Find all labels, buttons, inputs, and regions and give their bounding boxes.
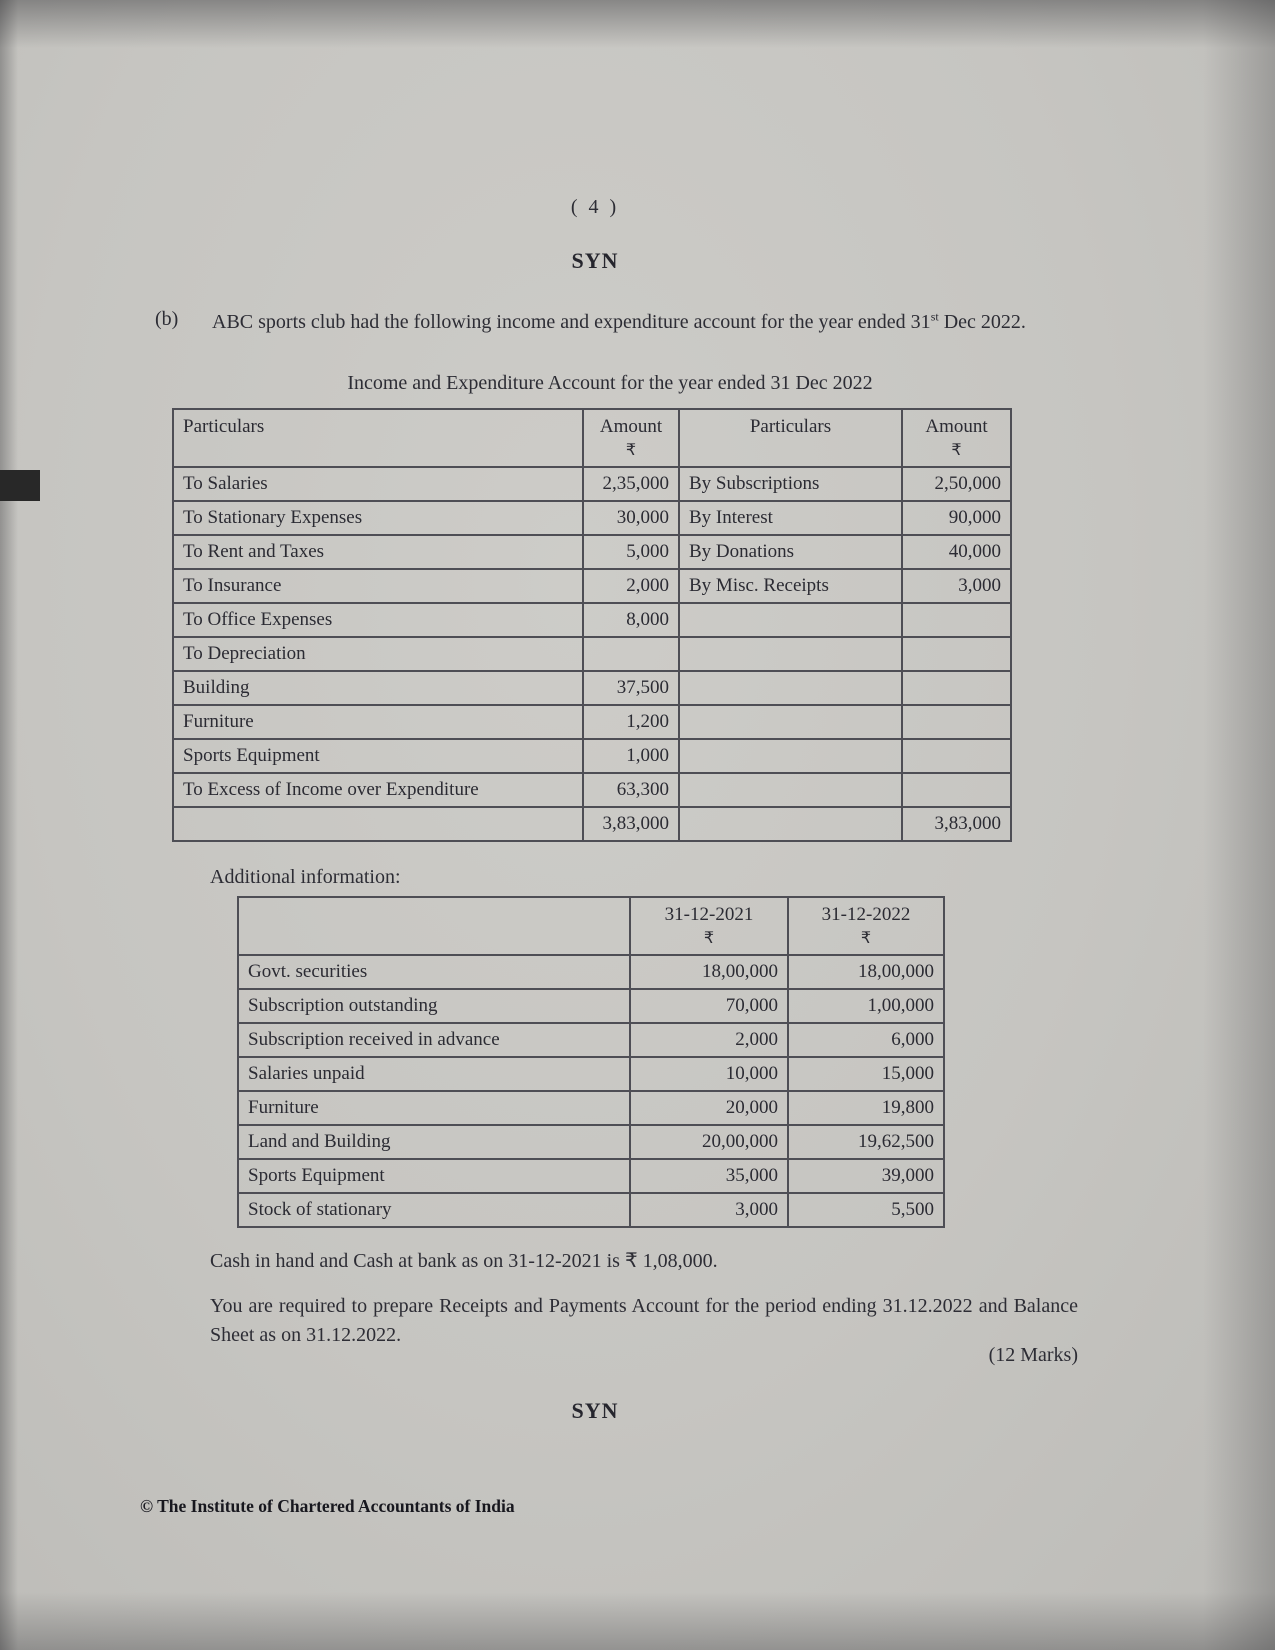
- date-label: 31-12-2022: [821, 904, 911, 925]
- additional-info-label: Additional information:: [210, 866, 401, 888]
- additional-info-table: [237, 896, 945, 1228]
- paper-code-top: SYN: [571, 248, 619, 273]
- table-cell: By Donations: [679, 535, 902, 569]
- table-cell: 2,000: [583, 569, 679, 603]
- table-cell: To Stationary Expenses: [173, 501, 583, 535]
- table-cell: 35,000: [630, 1159, 788, 1193]
- table-cell: To Salaries: [173, 467, 583, 501]
- table-cell: 20,00,000: [630, 1125, 788, 1159]
- table-cell: By Misc. Receipts: [679, 569, 902, 603]
- table-header-row: [238, 897, 944, 955]
- table-cell: [902, 671, 1011, 705]
- table-cell: 63,300: [583, 773, 679, 807]
- table-row: [173, 535, 1011, 569]
- table-cell: [679, 773, 902, 807]
- date-label: 31-12-2021: [664, 904, 754, 925]
- table-cell: 5,500: [788, 1193, 944, 1227]
- table-cell: [902, 603, 1011, 637]
- table-cell: Sports Equipment: [238, 1159, 630, 1193]
- table-cell: [902, 739, 1011, 773]
- question-text: [212, 308, 1026, 337]
- rupee-symbol: ₹: [625, 442, 637, 460]
- table-cell: 19,800: [788, 1091, 944, 1125]
- table-cell: [902, 705, 1011, 739]
- table-cell: To Rent and Taxes: [173, 535, 583, 569]
- copyright-notice: © The Institute of Chartered Accountants of India: [140, 1496, 515, 1516]
- table-cell: To Office Expenses: [173, 603, 583, 637]
- table-cell: [902, 773, 1011, 807]
- table-cell: 70,000: [630, 989, 788, 1023]
- header-debit-particulars: Particulars: [173, 409, 583, 467]
- table-cell: 5,000: [583, 535, 679, 569]
- table-row: [173, 467, 1011, 501]
- marks-allocation: (12 Marks): [988, 1344, 1078, 1366]
- scan-edge-bottom: [0, 1592, 1275, 1650]
- table-cell: 18,00,000: [630, 955, 788, 989]
- table-cell: Salaries unpaid: [238, 1057, 630, 1091]
- table-cell: [679, 739, 902, 773]
- rupee-symbol: ₹: [703, 930, 715, 948]
- question-b: [155, 308, 1083, 337]
- question-label: (b): [155, 308, 179, 330]
- table-row: [238, 955, 944, 989]
- table-row: [173, 637, 1011, 671]
- table-cell: Land and Building: [238, 1125, 630, 1159]
- table-cell: Subscription received in advance: [238, 1023, 630, 1057]
- table-cell: Sports Equipment: [173, 739, 583, 773]
- table-row: [238, 1023, 944, 1057]
- income-table-title: Income and Expenditure Account for the year ended 31 Dec 2022: [347, 372, 873, 394]
- table-row: [238, 1091, 944, 1125]
- table-cell: [679, 671, 902, 705]
- table-cell: To Depreciation: [173, 637, 583, 671]
- table-cell: Stock of stationary: [238, 1193, 630, 1227]
- table-cell: [679, 637, 902, 671]
- table-cell: By Interest: [679, 501, 902, 535]
- header-credit-amount: [902, 409, 1011, 467]
- header-empty: [238, 897, 630, 955]
- table-cell: [583, 637, 679, 671]
- table-cell: 39,000: [788, 1159, 944, 1193]
- table-cell: By Subscriptions: [679, 467, 902, 501]
- table-cell: Furniture: [173, 705, 583, 739]
- table-cell: 3,000: [902, 569, 1011, 603]
- question-text-part: ABC sports club had the following income and expenditure account for the year ended 31: [212, 311, 931, 333]
- table-row: [238, 989, 944, 1023]
- scan-artifact-mark: [0, 470, 40, 501]
- table-cell: To Excess of Income over Expenditure: [173, 773, 583, 807]
- table-cell: 1,000: [583, 739, 679, 773]
- header-credit-particulars: Particulars: [679, 409, 902, 467]
- table-row: [238, 1057, 944, 1091]
- table-cell: 10,000: [630, 1057, 788, 1091]
- table-cell: Govt. securities: [238, 955, 630, 989]
- table-cell: 20,000: [630, 1091, 788, 1125]
- table-row: [238, 1193, 944, 1227]
- table-cell: [679, 807, 902, 841]
- table-row: [173, 739, 1011, 773]
- table-row: [173, 603, 1011, 637]
- table-cell: 40,000: [902, 535, 1011, 569]
- amount-label: Amount: [925, 416, 988, 437]
- table-row: [173, 501, 1011, 535]
- table-cell: 2,50,000: [902, 467, 1011, 501]
- table-row: [173, 569, 1011, 603]
- header-date-2021: [630, 897, 788, 955]
- table-cell: 1,00,000: [788, 989, 944, 1023]
- table-cell: 90,000: [902, 501, 1011, 535]
- rupee-symbol: ₹: [860, 930, 872, 948]
- scan-edge-top: [0, 0, 1275, 48]
- table-cell: Furniture: [238, 1091, 630, 1125]
- table-row: [173, 705, 1011, 739]
- table-cell: [679, 705, 902, 739]
- table-cell: 37,500: [583, 671, 679, 705]
- scan-edge-right: [1203, 0, 1275, 1650]
- additional-table-body: [238, 955, 944, 1227]
- table-header-row: [173, 409, 1011, 467]
- table-cell: 19,62,500: [788, 1125, 944, 1159]
- table-cell: 3,83,000: [583, 807, 679, 841]
- table-cell: To Insurance: [173, 569, 583, 603]
- header-date-2022: [788, 897, 944, 955]
- table-cell: 30,000: [583, 501, 679, 535]
- table-cell: 3,83,000: [902, 807, 1011, 841]
- table-row: [238, 1159, 944, 1193]
- ordinal-superscript: st: [930, 309, 939, 324]
- table-row: [238, 1125, 944, 1159]
- header-debit-amount: [583, 409, 679, 467]
- table-cell: [679, 603, 902, 637]
- amount-label: Amount: [599, 416, 663, 437]
- paper-code-bottom: SYN: [571, 1398, 619, 1423]
- table-cell: 1,200: [583, 705, 679, 739]
- table-row: [173, 671, 1011, 705]
- table-cell: [173, 807, 583, 841]
- table-cell: 8,000: [583, 603, 679, 637]
- table-cell: Subscription outstanding: [238, 989, 630, 1023]
- table-row: [173, 807, 1011, 841]
- income-expenditure-table: [172, 408, 1012, 842]
- table-cell: 3,000: [630, 1193, 788, 1227]
- income-table-body: [173, 467, 1011, 841]
- requirement-text: You are required to prepare Receipts and Payments Account for the period ending 31.12.2022 and Balance Sheet as on 31.12.2022.: [210, 1295, 1078, 1346]
- table-cell: Building: [173, 671, 583, 705]
- rupee-symbol: ₹: [951, 442, 962, 460]
- page-number: ( 4 ): [570, 196, 620, 218]
- table-cell: 15,000: [788, 1057, 944, 1091]
- table-cell: 2,000: [630, 1023, 788, 1057]
- question-text-part: Dec 2022.: [938, 311, 1026, 333]
- table-cell: 6,000: [788, 1023, 944, 1057]
- table-cell: 2,35,000: [583, 467, 679, 501]
- cash-balance-note: Cash in hand and Cash at bank as on 31-12-2021 is ₹ 1,08,000.: [210, 1250, 718, 1272]
- table-cell: 18,00,000: [788, 955, 944, 989]
- table-row: [173, 773, 1011, 807]
- table-cell: [902, 637, 1011, 671]
